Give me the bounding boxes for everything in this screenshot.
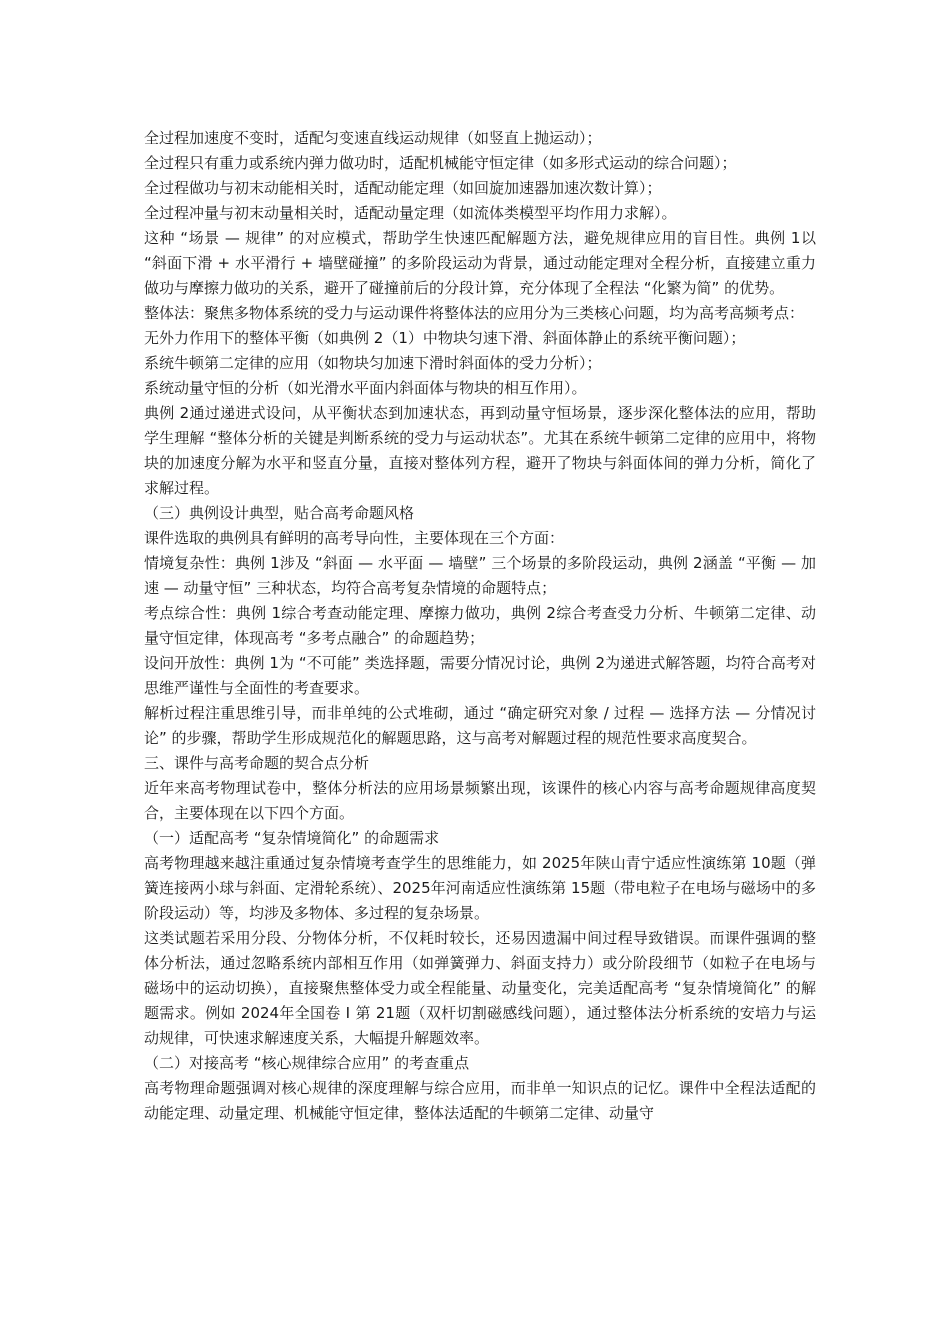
paragraph: 典例 2通过递进式设问，从平衡状态到加速状态，再到动量守恒场景，逐步深化整体法的应用，帮助学生理解 “整体分析的关键是判断系统的受力与运动状态”。尤其在系统牛顿第二定律的应用中，将物块的加速度分解为水平和竖直分量，直接对整体列方程，避开了物块与斜面体间的弹力分析，简化了求解过程。 (144, 404, 816, 497)
paragraph: 这种 “场景 — 规律” 的对应模式，帮助学生快速匹配解题方法，避免规律应用的盲目性。典例 1以 “斜面下滑 + 水平滑行 + 墙壁碰撞” 的多阶段运动为背景，通过动能定理对全程分析，直接建立重力做功与摩擦力做功的关系，避开了碰撞前后的分段计算，充分体现了全程法 “化繁为简” 的优势。 (144, 229, 816, 297)
list-item: 系统动量守恒的分析（如光滑水平面内斜面体与物块的相互作用）。 (144, 379, 587, 397)
paragraph: 高考物理命题强调对核心规律的深度理解与综合应用，而非单一知识点的记忆。课件中全程法适配的动能定理、动量定理、机械能守恒定律，整体法适配的牛顿第二定律、动量守 (144, 1079, 816, 1122)
paragraph: 全过程只有重力或系统内弹力做功时，适配机械能守恒定律（如多形式运动的综合问题）； (144, 154, 737, 172)
paragraph: 全过程做功与初末动能相关时，适配动能定理（如回旋加速器加速次数计算）； (144, 179, 662, 197)
paragraph: 全过程加速度不变时，适配匀变速直线运动规律（如竖直上抛运动）； (144, 129, 602, 147)
paragraph: 整体法：聚焦多物体系统的受力与运动课件将整体法的应用分为三类核心问题，均为高考高频考点： (144, 304, 805, 322)
section-heading: （三）典例设计典型，贴合高考命题风格 (144, 504, 415, 522)
list-item: 无外力作用下的整体平衡（如典例 2（1）中物块匀速下滑、斜面体静止的系统平衡问题）； (144, 329, 746, 347)
paragraph: 高考物理越来越注重通过复杂情境考查学生的思维能力，如 2025年陕山青宁适应性演练第 10题（弹簧连接两小球与斜面、定滑轮系统）、2025年河南适应性演练第 15题（带电粒子在电场与磁场中的多阶段运动）等，均涉及多物体、多过程的复杂场景。 (144, 854, 816, 922)
paragraph: 全过程冲量与初末动量相关时，适配动量定理（如流体类模型平均作用力求解）。 (144, 204, 677, 222)
section-heading: （一）适配高考 “复杂情境简化” 的命题需求 (144, 829, 440, 847)
paragraph: 这类试题若采用分段、分物体分析，不仅耗时较长，还易因遗漏中间过程导致错误。而课件强调的整体分析法，通过忽略系统内部相互作用（如弹簧弹力、斜面支持力）或分阶段细节（如粒子在电场与磁场中的运动切换），直接聚焦整体受力或全程能量、动量变化，完美适配高考 “复杂情境简化” 的解题需求。例如 2024年全国卷 Ⅰ 第 21题（双杆切割磁感线问题），通过整体法分析系统的安培力与运动规律，可快速求解速度关系，大幅提升解题效率。 (144, 929, 816, 1047)
paragraph: 解析过程注重思维引导，而非单纯的公式堆砌，通过 “确定研究对象 / 过程 — 选择方法 — 分情况讨论” 的步骤，帮助学生形成规范化的解题思路，这与高考对解题过程的规范性要求高度契合。 (144, 704, 816, 747)
document-body (144, 126, 816, 1126)
section-heading: （二）对接高考 “核心规律综合应用” 的考查重点 (144, 1054, 470, 1072)
list-item: 设问开放性：典例 1为 “不可能” 类选择题，需要分情况讨论，典例 2为递进式解答题，均符合高考对思维严谨性与全面性的考查要求。 (144, 654, 816, 697)
list-item: 系统牛顿第二定律的应用（如物块匀加速下滑时斜面体的受力分析）； (144, 354, 602, 372)
list-item: 情境复杂性：典例 1涉及 “斜面 — 水平面 — 墙壁” 三个场景的多阶段运动，典例 2涵盖 “平衡 — 加速 — 动量守恒” 三种状态，均符合高考复杂情境的命题特点； (144, 554, 816, 597)
paragraph: 近年来高考物理试卷中，整体分析法的应用场景频繁出现，该课件的核心内容与高考命题规律高度契合，主要体现在以下四个方面。 (144, 779, 816, 822)
list-item: 考点综合性：典例 1综合考查动能定理、摩擦力做功，典例 2综合考查受力分析、牛顿第二定律、动量守恒定律，体现高考 “多考点融合” 的命题趋势； (144, 604, 816, 647)
section-heading: 三、课件与高考命题的契合点分析 (144, 754, 370, 772)
paragraph: 课件选取的典例具有鲜明的高考导向性，主要体现在三个方面： (144, 529, 565, 547)
